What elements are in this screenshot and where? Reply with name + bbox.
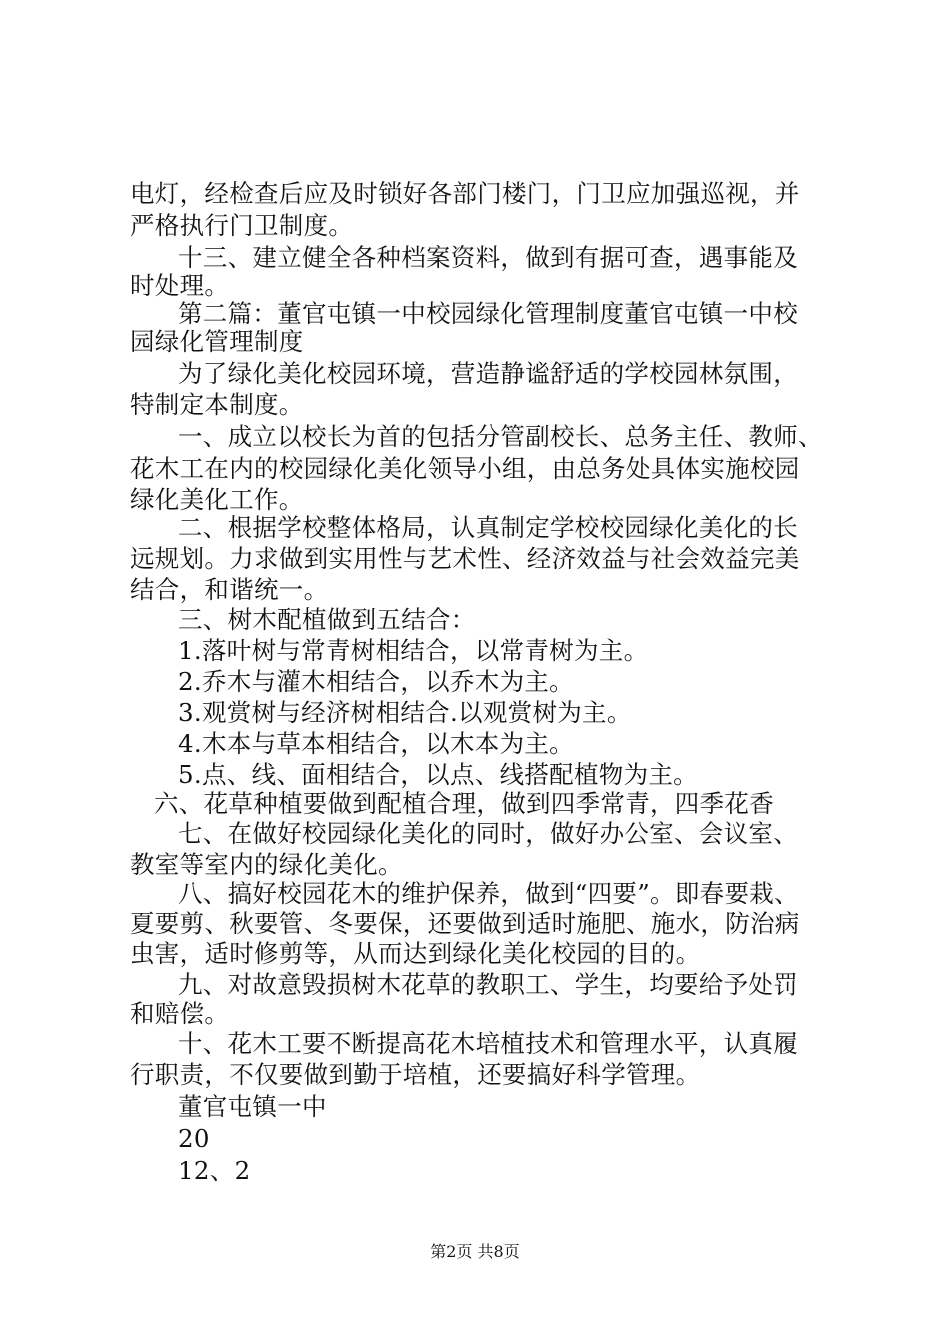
text-line-8: 特制定本制度。 [130, 390, 304, 419]
text-line-17: 2.乔木与灌木相结合，以乔木为主。 [178, 667, 574, 696]
text-line-3: 十三、建立健全各种档案资料，做到有据可查，遇事能及 [178, 243, 798, 272]
text-line-24: 八、搞好校园花木的维护保养，做到“四要”。即春要栽、 [178, 879, 799, 908]
text-line-25: 夏要剪、秋要管、冬要保，还要做到适时施肥、施水，防治病 [130, 909, 800, 938]
text-line-15: 三、树木配植做到五结合： [178, 605, 476, 634]
text-line-4: 时处理。 [130, 271, 230, 300]
text-line-1: 电灯，经检查后应及时锁好各部门楼门，门卫应加强巡视，并 [130, 179, 800, 208]
text-line-7: 为了绿化美化校园环境，营造静谧舒适的学校园林氛围， [178, 359, 798, 388]
text-line-20: 5.点、线、面相结合，以点、线搭配植物为主。 [178, 760, 698, 789]
text-line-12: 二、根据学校整体格局，认真制定学校校园绿化美化的长 [178, 513, 798, 542]
text-line-6: 园绿化管理制度 [130, 327, 304, 356]
text-line-14: 结合，和谐统一。 [130, 575, 329, 604]
text-line-29: 十、花木工要不断提高花木培植技术和管理水平，认真履 [178, 1029, 798, 1058]
text-line-28: 和赔偿。 [130, 999, 230, 1028]
text-line-30: 行职责，不仅要做到勤于培植，还要搞好科学管理。 [130, 1060, 701, 1089]
text-line-10: 花木工在内的校园绿化美化领导小组，由总务处具体实施校园 [130, 454, 800, 483]
text-line-22: 七、在做好校园绿化美化的同时，做好办公室、会议室、 [178, 819, 798, 848]
text-line-26: 虫害，适时修剪等，从而达到绿化美化校园的目的。 [130, 939, 701, 968]
text-line-23: 教室等室内的绿化美化。 [130, 850, 403, 879]
text-line-11: 绿化美化工作。 [130, 485, 304, 514]
text-line-13: 远规划。力求做到实用性与艺术性、经济效益与社会效益完美 [130, 544, 800, 573]
signature-date-year: 20 [178, 1124, 210, 1153]
text-line-21: 六、花草种植要做到配植合理，做到四季常青，四季花香 [154, 789, 774, 818]
page-number-footer: 第2页 共8页 [430, 1242, 520, 1261]
text-line-19: 4.木本与草本相结合，以木本为主。 [178, 729, 574, 758]
text-line-16: 1.落叶树与常青树相结合，以常青树为主。 [178, 636, 649, 665]
text-line-5: 第二篇：董官屯镇一中校园绿化管理制度董官屯镇一中校 [178, 299, 798, 328]
signature-organization: 董官屯镇一中 [178, 1092, 327, 1121]
signature-date-rest: 12、2 [178, 1156, 251, 1185]
text-line-18: 3.观赏树与经济树相结合.以观赏树为主。 [178, 698, 632, 727]
text-line-27: 九、对故意毁损树木花草的教职工、学生，均要给予处罚 [178, 970, 798, 999]
text-line-9: 一、成立以校长为首的包括分管副校长、总务主任、教师、 [178, 422, 823, 451]
text-line-2: 严格执行门卫制度。 [130, 211, 354, 240]
